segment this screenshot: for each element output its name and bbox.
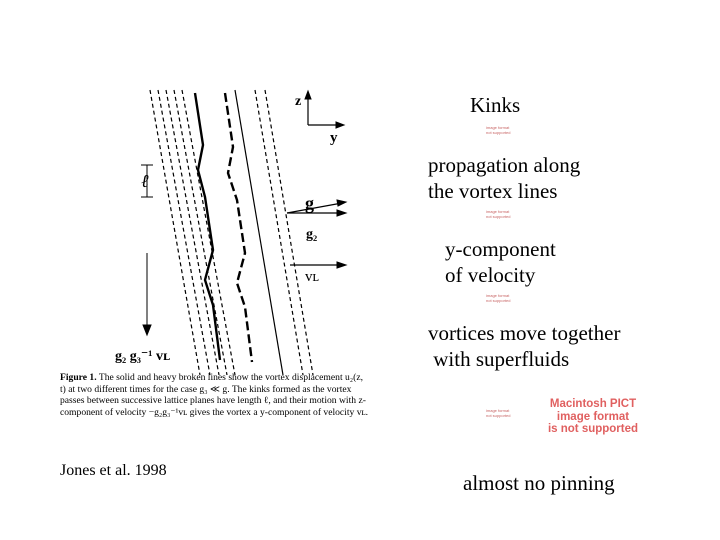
vortex-kink-figure bbox=[55, 85, 365, 375]
unsupported-image-placeholder: image format not supported bbox=[486, 293, 511, 303]
axis-z-label: z bbox=[295, 94, 302, 109]
g-label: g bbox=[305, 193, 314, 213]
unsupported-image-placeholder: image format not supported bbox=[486, 209, 511, 219]
figure-credit: Jones et al. 1998 bbox=[60, 462, 167, 479]
bullet-propagation: propagation along the vortex lines bbox=[428, 153, 581, 203]
bullet-vortices-move: vortices move together with superfluids bbox=[428, 321, 621, 371]
broken-kinked-vortex bbox=[225, 93, 252, 362]
g2-label: g₂ bbox=[306, 227, 318, 242]
bullet-no-pinning: almost no pinning bbox=[463, 471, 615, 495]
bullet-y-component: y-component of velocity bbox=[445, 237, 556, 287]
bullet-kinks: Kinks bbox=[470, 93, 521, 117]
figure-caption bbox=[60, 372, 370, 418]
axis-y-label: y bbox=[330, 130, 338, 146]
caption-title: Figure 1. bbox=[60, 372, 97, 383]
pict-unsupported-placeholder: Macintosh PICT image format is not supported bbox=[547, 398, 639, 435]
vortex-line bbox=[150, 90, 200, 375]
vortex-line bbox=[182, 90, 235, 375]
ell-label: ℓ bbox=[141, 171, 149, 191]
vL-label: vʟ bbox=[305, 269, 319, 285]
vortex-line bbox=[255, 90, 303, 375]
bottom-velocity-label: g₂ g₃⁻¹ vʟ bbox=[115, 349, 171, 364]
unsupported-image-placeholder: image format not supported bbox=[486, 408, 511, 418]
vortex-line bbox=[235, 90, 283, 375]
caption-body: The solid and heavy broken lines show the vortex displacement u₂(z, t) at two different times for the case g₃ ≪ g. The kinks formed as the vortex passes between successive lattice planes have length ℓ, and their motion with z-component of velocity −g₂g₃⁻¹vʟ gives the vortex a y-component of velocity vʟ. bbox=[60, 372, 369, 418]
unsupported-image-placeholder: image format not supported bbox=[486, 125, 511, 135]
